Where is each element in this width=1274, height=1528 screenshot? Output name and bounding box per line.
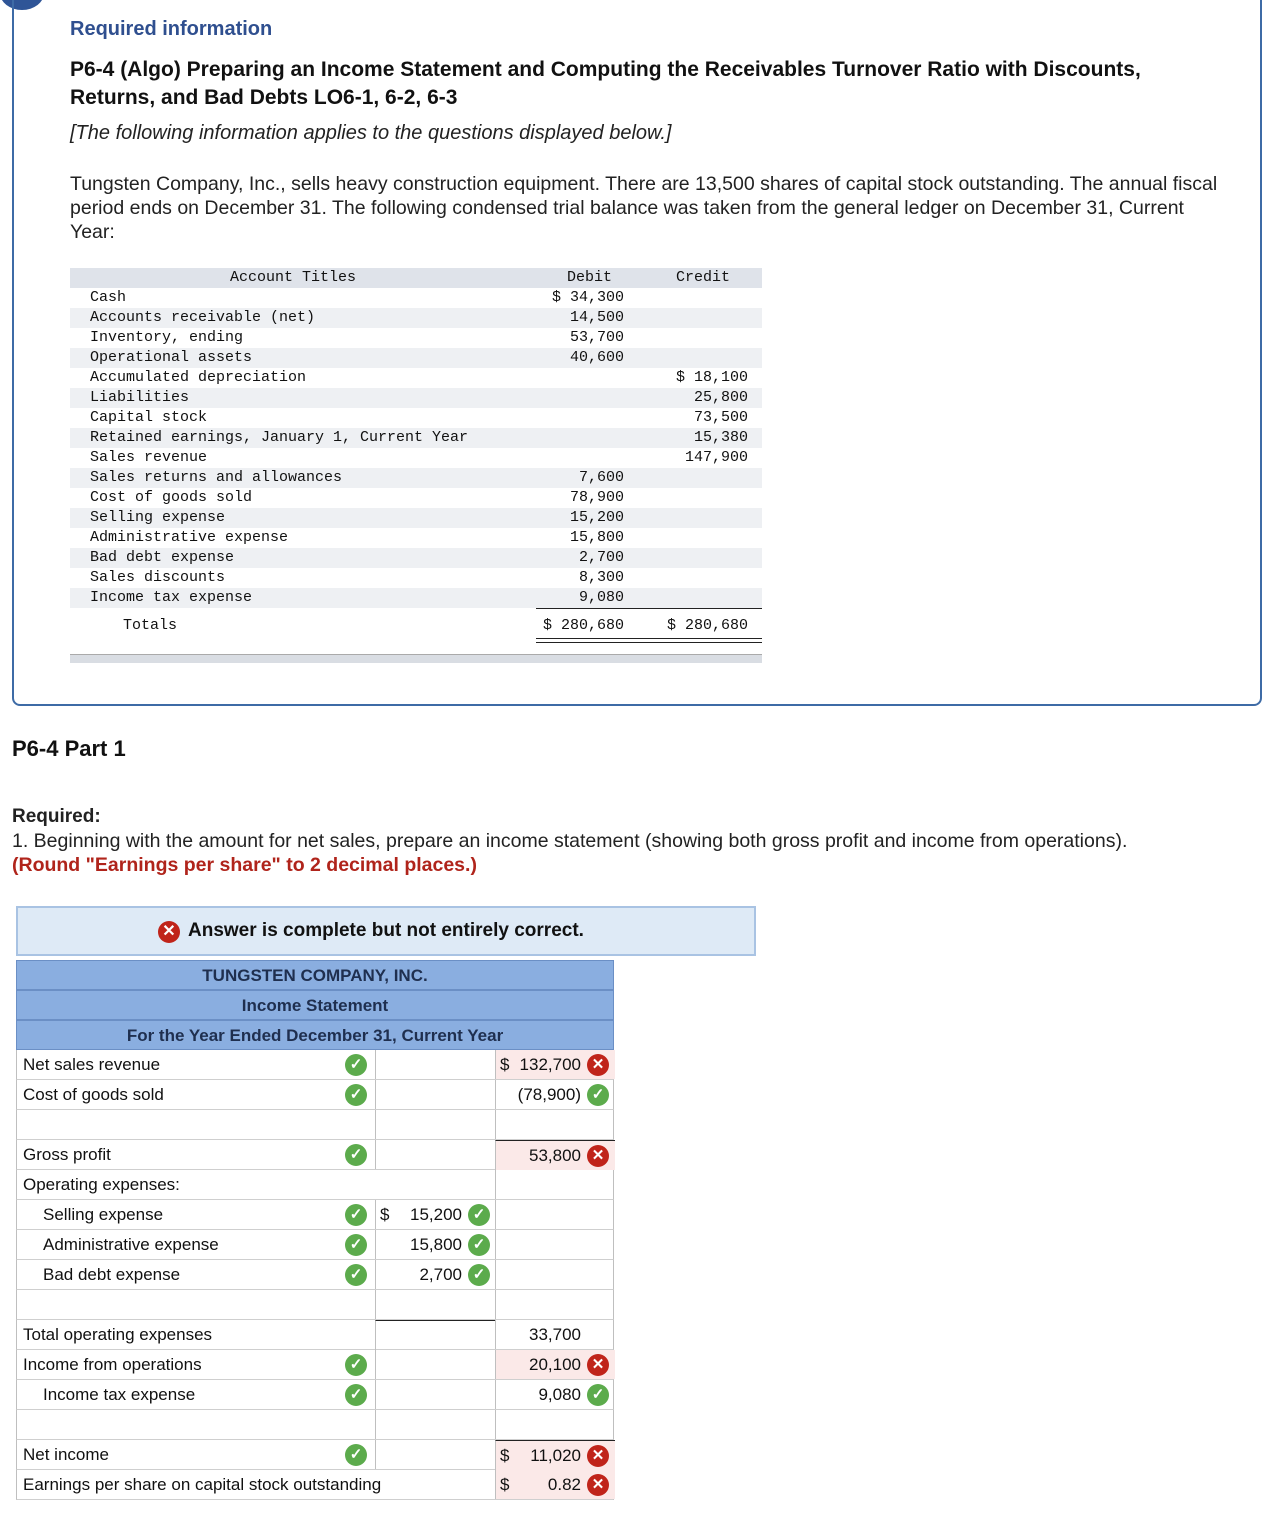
- debit-value: 40,600: [569, 349, 624, 366]
- part-title: P6-4 Part 1: [12, 736, 126, 761]
- trial-balance-row: [70, 288, 762, 308]
- col1-empty: [375, 1320, 496, 1350]
- debit-value: $ 34,300: [551, 289, 624, 306]
- banner-text: Answer is complete but not entirely correct.: [188, 920, 584, 941]
- input-tax[interactable]: [495, 1380, 615, 1409]
- row-bad-debt-expense: [16, 1260, 614, 1290]
- incorrect-icon: ✕: [587, 1354, 609, 1376]
- row-eps: [16, 1470, 614, 1500]
- row-admin-expense: [16, 1230, 614, 1260]
- check-icon: ✓: [587, 1384, 609, 1406]
- check-icon: ✓: [345, 1234, 367, 1256]
- account-name: Capital stock: [90, 409, 208, 426]
- check-icon: ✓: [345, 1444, 367, 1466]
- input-income-ops[interactable]: [495, 1350, 615, 1379]
- account-name: Sales returns and allowances: [90, 469, 343, 486]
- debit-value: 9,080: [578, 589, 624, 606]
- check-icon: ✓: [468, 1204, 490, 1226]
- col2-empty: [495, 1170, 615, 1199]
- value-net-sales: 132,700: [519, 1055, 581, 1074]
- trial-balance-row: [70, 428, 762, 448]
- value-admin: 15,800: [410, 1235, 462, 1254]
- row-operating-expenses: [16, 1170, 614, 1200]
- input-col2[interactable]: [495, 1110, 615, 1139]
- totals-rule: [536, 608, 762, 609]
- trial-balance-row: [70, 508, 762, 528]
- trial-balance-row: [70, 448, 762, 468]
- incorrect-icon: ✕: [158, 921, 180, 943]
- row-income-tax: [16, 1380, 614, 1410]
- label-selling[interactable]: Selling expense: [43, 1205, 164, 1224]
- incorrect-icon: ✕: [587, 1474, 609, 1496]
- value-income-ops: 20,100: [529, 1355, 581, 1374]
- label-operating-expenses: Operating expenses:: [23, 1175, 180, 1194]
- account-name: Sales revenue: [90, 449, 208, 466]
- input-eps[interactable]: [495, 1470, 615, 1499]
- trial-balance-row: [70, 568, 762, 588]
- label-admin[interactable]: Administrative expense: [43, 1235, 219, 1254]
- statement-name: Income Statement: [16, 990, 614, 1020]
- check-icon: ✓: [345, 1264, 367, 1286]
- input-col1[interactable]: [375, 1440, 496, 1469]
- input-col2[interactable]: [495, 1230, 615, 1259]
- account-name: Operational assets: [90, 349, 253, 366]
- label-net-sales[interactable]: Net sales revenue: [23, 1055, 161, 1074]
- check-icon: ✓: [468, 1264, 490, 1286]
- totals-label: Totals: [123, 617, 178, 634]
- debit-value: 15,800: [569, 529, 624, 546]
- input-col2[interactable]: [495, 1200, 615, 1229]
- debit-value: 14,500: [569, 309, 624, 326]
- account-name: Cost of goods sold: [90, 489, 253, 506]
- company-name: TUNGSTEN COMPANY, INC.: [16, 960, 614, 990]
- trial-balance-row: [70, 348, 762, 368]
- input-col2[interactable]: [495, 1290, 615, 1319]
- debit-value: 53,700: [569, 329, 624, 346]
- check-icon: ✓: [345, 1384, 367, 1406]
- account-name: Bad debt expense: [90, 549, 235, 566]
- input-cogs[interactable]: [495, 1080, 615, 1109]
- header-debit: Debit: [566, 269, 612, 286]
- row-cogs: [16, 1080, 614, 1110]
- label-cogs[interactable]: Cost of goods sold: [23, 1085, 164, 1104]
- credit-value: 15,380: [693, 429, 748, 446]
- input-gross-profit[interactable]: [495, 1140, 615, 1170]
- check-icon: ✓: [345, 1204, 367, 1226]
- rounding-note: (Round "Earnings per share" to 2 decimal places.): [12, 854, 477, 876]
- trial-balance-row: [70, 388, 762, 408]
- credit-value: 147,900: [684, 449, 748, 466]
- value-gross-profit: 53,800: [529, 1146, 581, 1165]
- problem-paragraph: Tungsten Company, Inc., sells heavy construction equipment. There are 13,500 shares of capital stock outstanding. The annual fiscal period ends on December 31. The following condensed trial balance was taken from the general ledger on December 31, Current Year:: [70, 173, 1218, 243]
- label-gross-profit[interactable]: Gross profit: [23, 1145, 111, 1164]
- label-net-income[interactable]: Net income: [23, 1445, 109, 1464]
- account-name: Sales discounts: [90, 569, 226, 586]
- table-scrollbar[interactable]: [70, 654, 762, 663]
- label-total-op: Total operating expenses: [23, 1325, 213, 1344]
- required-text: 1. Beginning with the amount for net sales, prepare an income statement (showing both gross profit and income from operations).: [12, 830, 1128, 852]
- input-col1[interactable]: [375, 1140, 496, 1169]
- row-blank: [16, 1110, 614, 1140]
- trial-balance-row: [70, 548, 762, 568]
- answer-status-banner: [16, 906, 756, 956]
- account-name: Inventory, ending: [90, 329, 244, 346]
- statement-period: For the Year Ended December 31, Current Year: [16, 1020, 614, 1050]
- check-icon: ✓: [345, 1054, 367, 1076]
- debit-value: 7,600: [578, 469, 624, 486]
- required-info-heading: Required information: [70, 18, 273, 40]
- label-income-ops[interactable]: Income from operations: [23, 1355, 202, 1374]
- credit-value: 73,500: [693, 409, 748, 426]
- totals-credit: $ 280,680: [666, 617, 748, 634]
- input-col1[interactable]: [375, 1050, 496, 1079]
- required-label: Required:: [12, 806, 101, 827]
- account-name: Administrative expense: [90, 529, 289, 546]
- input-col1[interactable]: [375, 1110, 496, 1139]
- value-cogs: (78,900): [517, 1085, 581, 1104]
- row-blank: [16, 1290, 614, 1320]
- value-bad-debt: 2,700: [419, 1265, 462, 1284]
- check-icon: ✓: [587, 1084, 609, 1106]
- dollar-sign: $: [380, 1205, 390, 1224]
- input-col1[interactable]: [375, 1290, 496, 1319]
- value-selling: 15,200: [410, 1205, 462, 1224]
- header-account: Account Titles: [230, 269, 357, 286]
- input-col2[interactable]: [495, 1260, 615, 1289]
- input-bad-debt[interactable]: [375, 1260, 496, 1289]
- problem-title: P6-4 (Algo) Preparing an Income Statement and Computing the Receivables Turnover Ratio with Discounts, Returns, and Bad Debts LO6-1, 6-2, 6-3: [70, 58, 1141, 109]
- row-blank: [16, 1410, 614, 1440]
- value-tax: 9,080: [538, 1385, 581, 1404]
- trial-balance-row: [70, 368, 762, 388]
- incorrect-icon: ✕: [587, 1054, 609, 1076]
- credit-value: $ 18,100: [675, 369, 748, 386]
- trial-balance-row: [70, 408, 762, 428]
- trial-balance-row: [70, 528, 762, 548]
- debit-value: 2,700: [578, 549, 624, 566]
- input-col2[interactable]: [495, 1410, 615, 1439]
- check-icon: ✓: [345, 1354, 367, 1376]
- row-net-income: [16, 1440, 614, 1470]
- value-total-op: 33,700: [529, 1325, 581, 1344]
- account-name: Retained earnings, January 1, Current Year: [90, 429, 469, 446]
- input-col1[interactable]: [375, 1080, 496, 1109]
- totals-double-rule: [536, 638, 762, 643]
- row-selling-expense: [16, 1200, 614, 1230]
- account-name: Cash: [90, 289, 127, 306]
- dollar-sign: $: [500, 1446, 510, 1465]
- input-net-sales[interactable]: [495, 1050, 615, 1079]
- debit-value: 78,900: [569, 489, 624, 506]
- value-net-income: 11,020: [530, 1446, 581, 1465]
- trial-balance-totals: [70, 616, 762, 636]
- input-admin[interactable]: [375, 1230, 496, 1259]
- account-name: Income tax expense: [90, 589, 253, 606]
- account-name: Accounts receivable (net): [90, 309, 316, 326]
- debit-value: 15,200: [569, 509, 624, 526]
- row-income-from-operations: [16, 1350, 614, 1380]
- input-col1[interactable]: [375, 1380, 496, 1409]
- value-eps: 0.82: [547, 1475, 581, 1494]
- info-note: [The following information applies to the questions displayed below.]: [70, 122, 672, 144]
- incorrect-icon: ✕: [587, 1145, 609, 1167]
- trial-balance-row: [70, 328, 762, 348]
- col1-empty: [375, 1170, 495, 1199]
- label-eps: Earnings per share on capital stock outstanding: [23, 1475, 382, 1494]
- row-gross-profit: [16, 1140, 614, 1170]
- input-selling[interactable]: [375, 1200, 496, 1229]
- totals-debit: $ 280,680: [542, 617, 624, 634]
- row-total-operating-expenses: [16, 1320, 614, 1350]
- account-name: Accumulated depreciation: [90, 369, 307, 386]
- row-net-sales: [16, 1050, 614, 1080]
- trial-balance-row: [70, 488, 762, 508]
- input-col1[interactable]: [375, 1350, 496, 1379]
- input-col1[interactable]: [375, 1410, 496, 1439]
- trial-balance-row: [70, 468, 762, 488]
- check-icon: ✓: [345, 1144, 367, 1166]
- incorrect-icon: ✕: [587, 1445, 609, 1467]
- dollar-sign: $: [500, 1055, 510, 1074]
- label-tax[interactable]: Income tax expense: [43, 1385, 196, 1404]
- debit-value: 8,300: [578, 569, 624, 586]
- value-cell-total-op: [495, 1320, 615, 1349]
- account-name: Selling expense: [90, 509, 226, 526]
- trial-balance-header: [70, 268, 762, 288]
- header-credit: Credit: [675, 269, 730, 286]
- check-icon: ✓: [345, 1084, 367, 1106]
- label-bad-debt[interactable]: Bad debt expense: [43, 1265, 181, 1284]
- trial-balance-row: [70, 588, 762, 608]
- check-icon: ✓: [468, 1234, 490, 1256]
- dollar-sign: $: [500, 1475, 510, 1494]
- account-name: Liabilities: [90, 389, 190, 406]
- trial-balance-row: [70, 308, 762, 328]
- input-net-income[interactable]: [495, 1440, 615, 1473]
- credit-value: 25,800: [693, 389, 748, 406]
